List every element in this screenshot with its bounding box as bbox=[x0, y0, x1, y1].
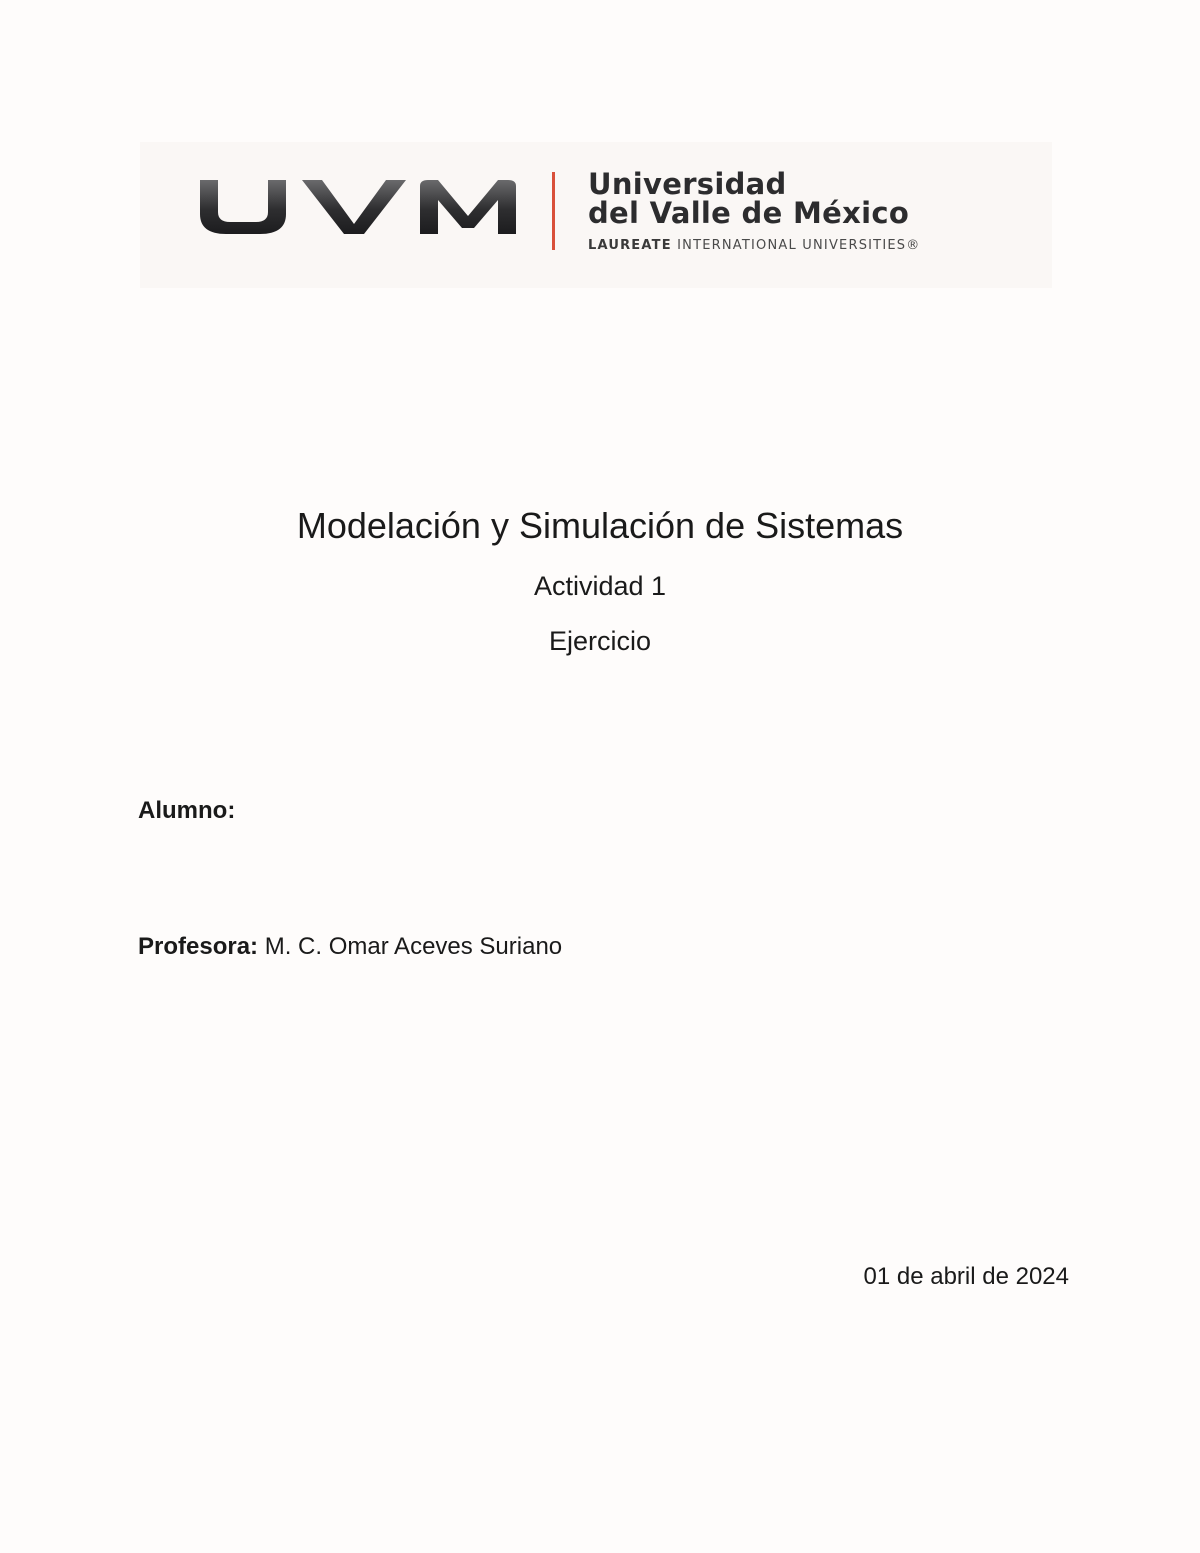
professor-value: M. C. Omar Aceves Suriano bbox=[258, 933, 563, 960]
activity-label: Actividad 1 bbox=[533, 571, 667, 601]
laureate-bold: LAUREATE bbox=[588, 238, 672, 253]
logo-line-universidad: Universidad bbox=[588, 167, 787, 201]
document-date: 01 de abril de 2024 bbox=[863, 1263, 1069, 1290]
logo-wordmark bbox=[588, 167, 921, 253]
student-label: Alumno: bbox=[138, 797, 236, 824]
laureate-rest: INTERNATIONAL UNIVERSITIES® bbox=[671, 238, 921, 253]
document-title: Modelación y Simulación de Sistemas bbox=[296, 505, 904, 546]
university-logo bbox=[140, 142, 1052, 288]
professor-label: Profesora: bbox=[138, 933, 259, 960]
student-field bbox=[138, 796, 235, 826]
professor-field bbox=[138, 932, 562, 962]
logo-divider bbox=[552, 172, 555, 250]
logo-line-valle-mexico: del Valle de México bbox=[588, 196, 910, 230]
uvm-logo-mark bbox=[198, 176, 520, 238]
logo-line-laureate bbox=[588, 238, 920, 253]
exercise-label: Ejercicio bbox=[548, 626, 652, 656]
